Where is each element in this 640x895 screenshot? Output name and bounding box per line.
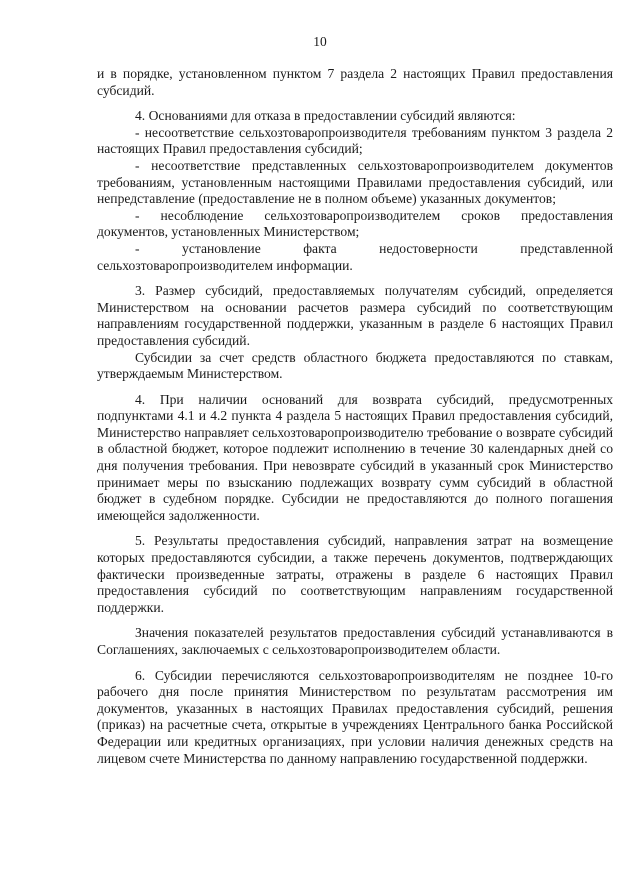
page-number: 10 bbox=[313, 34, 327, 49]
paragraph: - несоответствие сельхозтоваропроизводителя требованиям пунктом 3 раздела 2 настоящих Правил предоставления субсидий; bbox=[97, 124, 613, 157]
paragraph: Субсидии за счет средств областного бюджета предоставляются по ставкам, утверждаемым Министерством. bbox=[97, 349, 613, 382]
paragraph: - несоответствие представленных сельхозтоваропроизводителем документов требованиям, установленным настоящими Правилами предоставления субсидий, или непредставление (предоставление не в полном объеме) указанных документов; bbox=[97, 157, 613, 207]
paragraph: и в порядке, установленном пунктом 7 раздела 2 настоящих Правил предоставления субсидий. bbox=[97, 66, 613, 98]
paragraph: 5. Результаты предоставления субсидий, направления затрат на возмещение которых предоставляются субсидии, а также перечень документов, подтверждающих фактически произведенные затраты, отражены в разделе 6 настоящих Правил предоставления субсидий по соответствующим направлениям государственной поддержки. bbox=[97, 533, 613, 615]
paragraph: - установление факта недостоверности представленной сельхозтоваропроизводителем информации. bbox=[97, 240, 613, 273]
paragraph: Значения показателей результатов предоставления субсидий устанавливаются в Соглашениях, заключаемых с сельхозтоваропроизводителем области. bbox=[97, 625, 613, 657]
paragraph: 3. Размер субсидий, предоставляемых получателям субсидий, определяется Министерством на основании расчетов размера субсидий по соответствующим направлениям государственной поддержки, указанным в разделе 6 настоящих Правил предоставления субсидий. bbox=[97, 283, 613, 348]
document-body bbox=[97, 66, 613, 767]
paragraph: 4. Основаниями для отказа в предоставлении субсидий являются: bbox=[135, 108, 516, 124]
paragraph: - несоблюдение сельхозтоваропроизводителем сроков предоставления документов, установленных Министерством; bbox=[97, 207, 613, 240]
paragraph: 6. Субсидии перечисляются сельхозтоваропроизводителям не позднее 10-го рабочего дня после принятия Министерством по результатам рассмотрения им документов, указанных в настоящих Правилах предоставления субсидий, решения (приказ) на расчетные счета, открытые в учреждениях Центрального банка Российской Федерации или кредитных организациях, при условии наличия денежных средств на лицевом счете Министерства по данному направлению государственной поддержки. bbox=[97, 667, 613, 766]
paragraph: 4. При наличии оснований для возврата субсидий, предусмотренных подпунктами 4.1 и 4.2 пункта 4 раздела 5 настоящих Правил предоставления субсидий, Министерство направляет сельхозтоваропроизводителю требование о возврате субсидий в областной бюджет, которое подлежит исполнению в течение 30 календарных дней со дня получения требования. При невозврате субсидий в указанный срок Министерство принимает меры по взысканию подлежащих возврату сумм субсидий в областной бюджет в судебном порядке. Субсидии не предоставляются до полного погашения имеющейся задолженности. bbox=[97, 391, 613, 523]
